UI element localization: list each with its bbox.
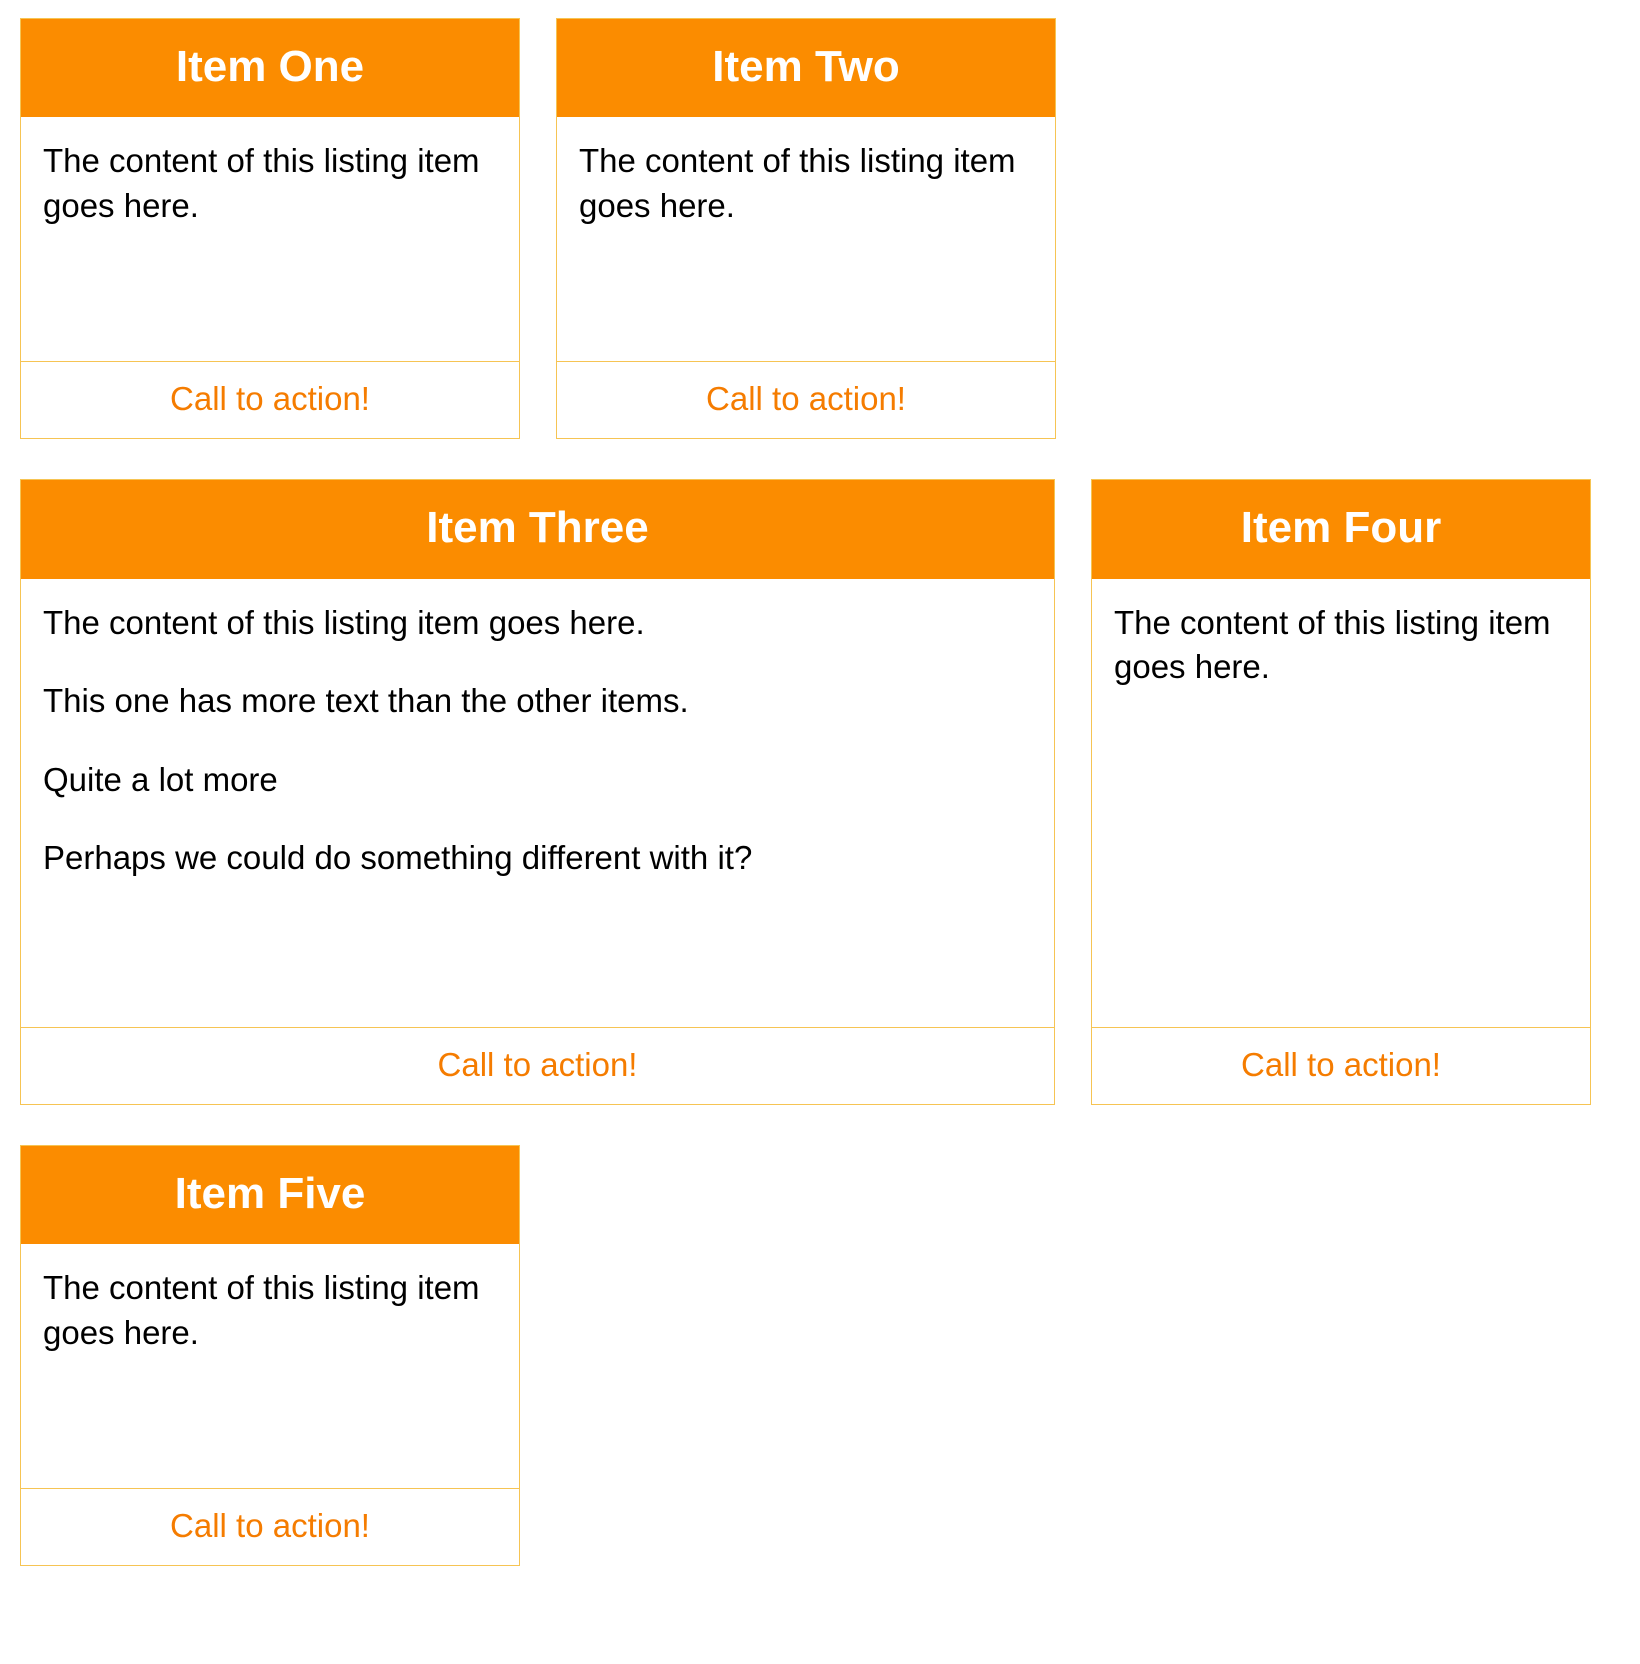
call-to-action-link[interactable]: Call to action! <box>170 380 370 418</box>
card-footer-item-four <box>1092 1027 1590 1104</box>
card-paragraph: The content of this listing item goes here. <box>43 142 480 224</box>
card-title-item-five: Item Five <box>21 1146 519 1244</box>
card-body-item-one <box>21 117 519 361</box>
card-footer-item-one <box>21 361 519 438</box>
call-to-action-link[interactable]: Call to action! <box>706 380 906 418</box>
call-to-action-link[interactable]: Call to action! <box>437 1045 638 1083</box>
card-title-item-four: Item Four <box>1092 480 1590 578</box>
card-row-3 <box>20 1145 1620 1606</box>
card-title-item-one: Item One <box>21 19 519 117</box>
card-paragraph: The content of this listing item goes here. <box>43 603 645 641</box>
card-paragraph: This one has more text than the other items. <box>43 682 689 720</box>
card-item-two[interactable] <box>556 18 1056 439</box>
card-row-2 <box>20 479 1620 1144</box>
card-item-one[interactable] <box>20 18 520 439</box>
call-to-action-link[interactable]: Call to action! <box>1241 1045 1441 1083</box>
card-footer-item-three <box>21 1027 1054 1104</box>
card-paragraph: The content of this listing item goes here. <box>579 142 1016 224</box>
card-title-item-two: Item Two <box>557 19 1055 117</box>
call-to-action-link[interactable]: Call to action! <box>170 1507 370 1545</box>
card-paragraph: The content of this listing item goes here. <box>43 1269 480 1351</box>
card-body-item-three <box>21 579 1054 1027</box>
card-title-item-three: Item Three <box>21 480 1054 578</box>
card-item-five[interactable] <box>20 1145 520 1566</box>
card-body-item-five <box>21 1244 519 1488</box>
card-item-four[interactable] <box>1091 479 1591 1104</box>
card-paragraph: Perhaps we could do something different with it? <box>43 839 753 877</box>
card-footer-item-two <box>557 361 1055 438</box>
card-body-item-two <box>557 117 1055 361</box>
card-footer-item-five <box>21 1488 519 1565</box>
card-paragraph: Quite a lot more <box>43 760 278 798</box>
card-paragraph: The content of this listing item goes here. <box>1114 603 1551 686</box>
card-body-item-four <box>1092 579 1590 1027</box>
card-item-three[interactable] <box>20 479 1055 1104</box>
card-row-1 <box>20 18 1620 479</box>
